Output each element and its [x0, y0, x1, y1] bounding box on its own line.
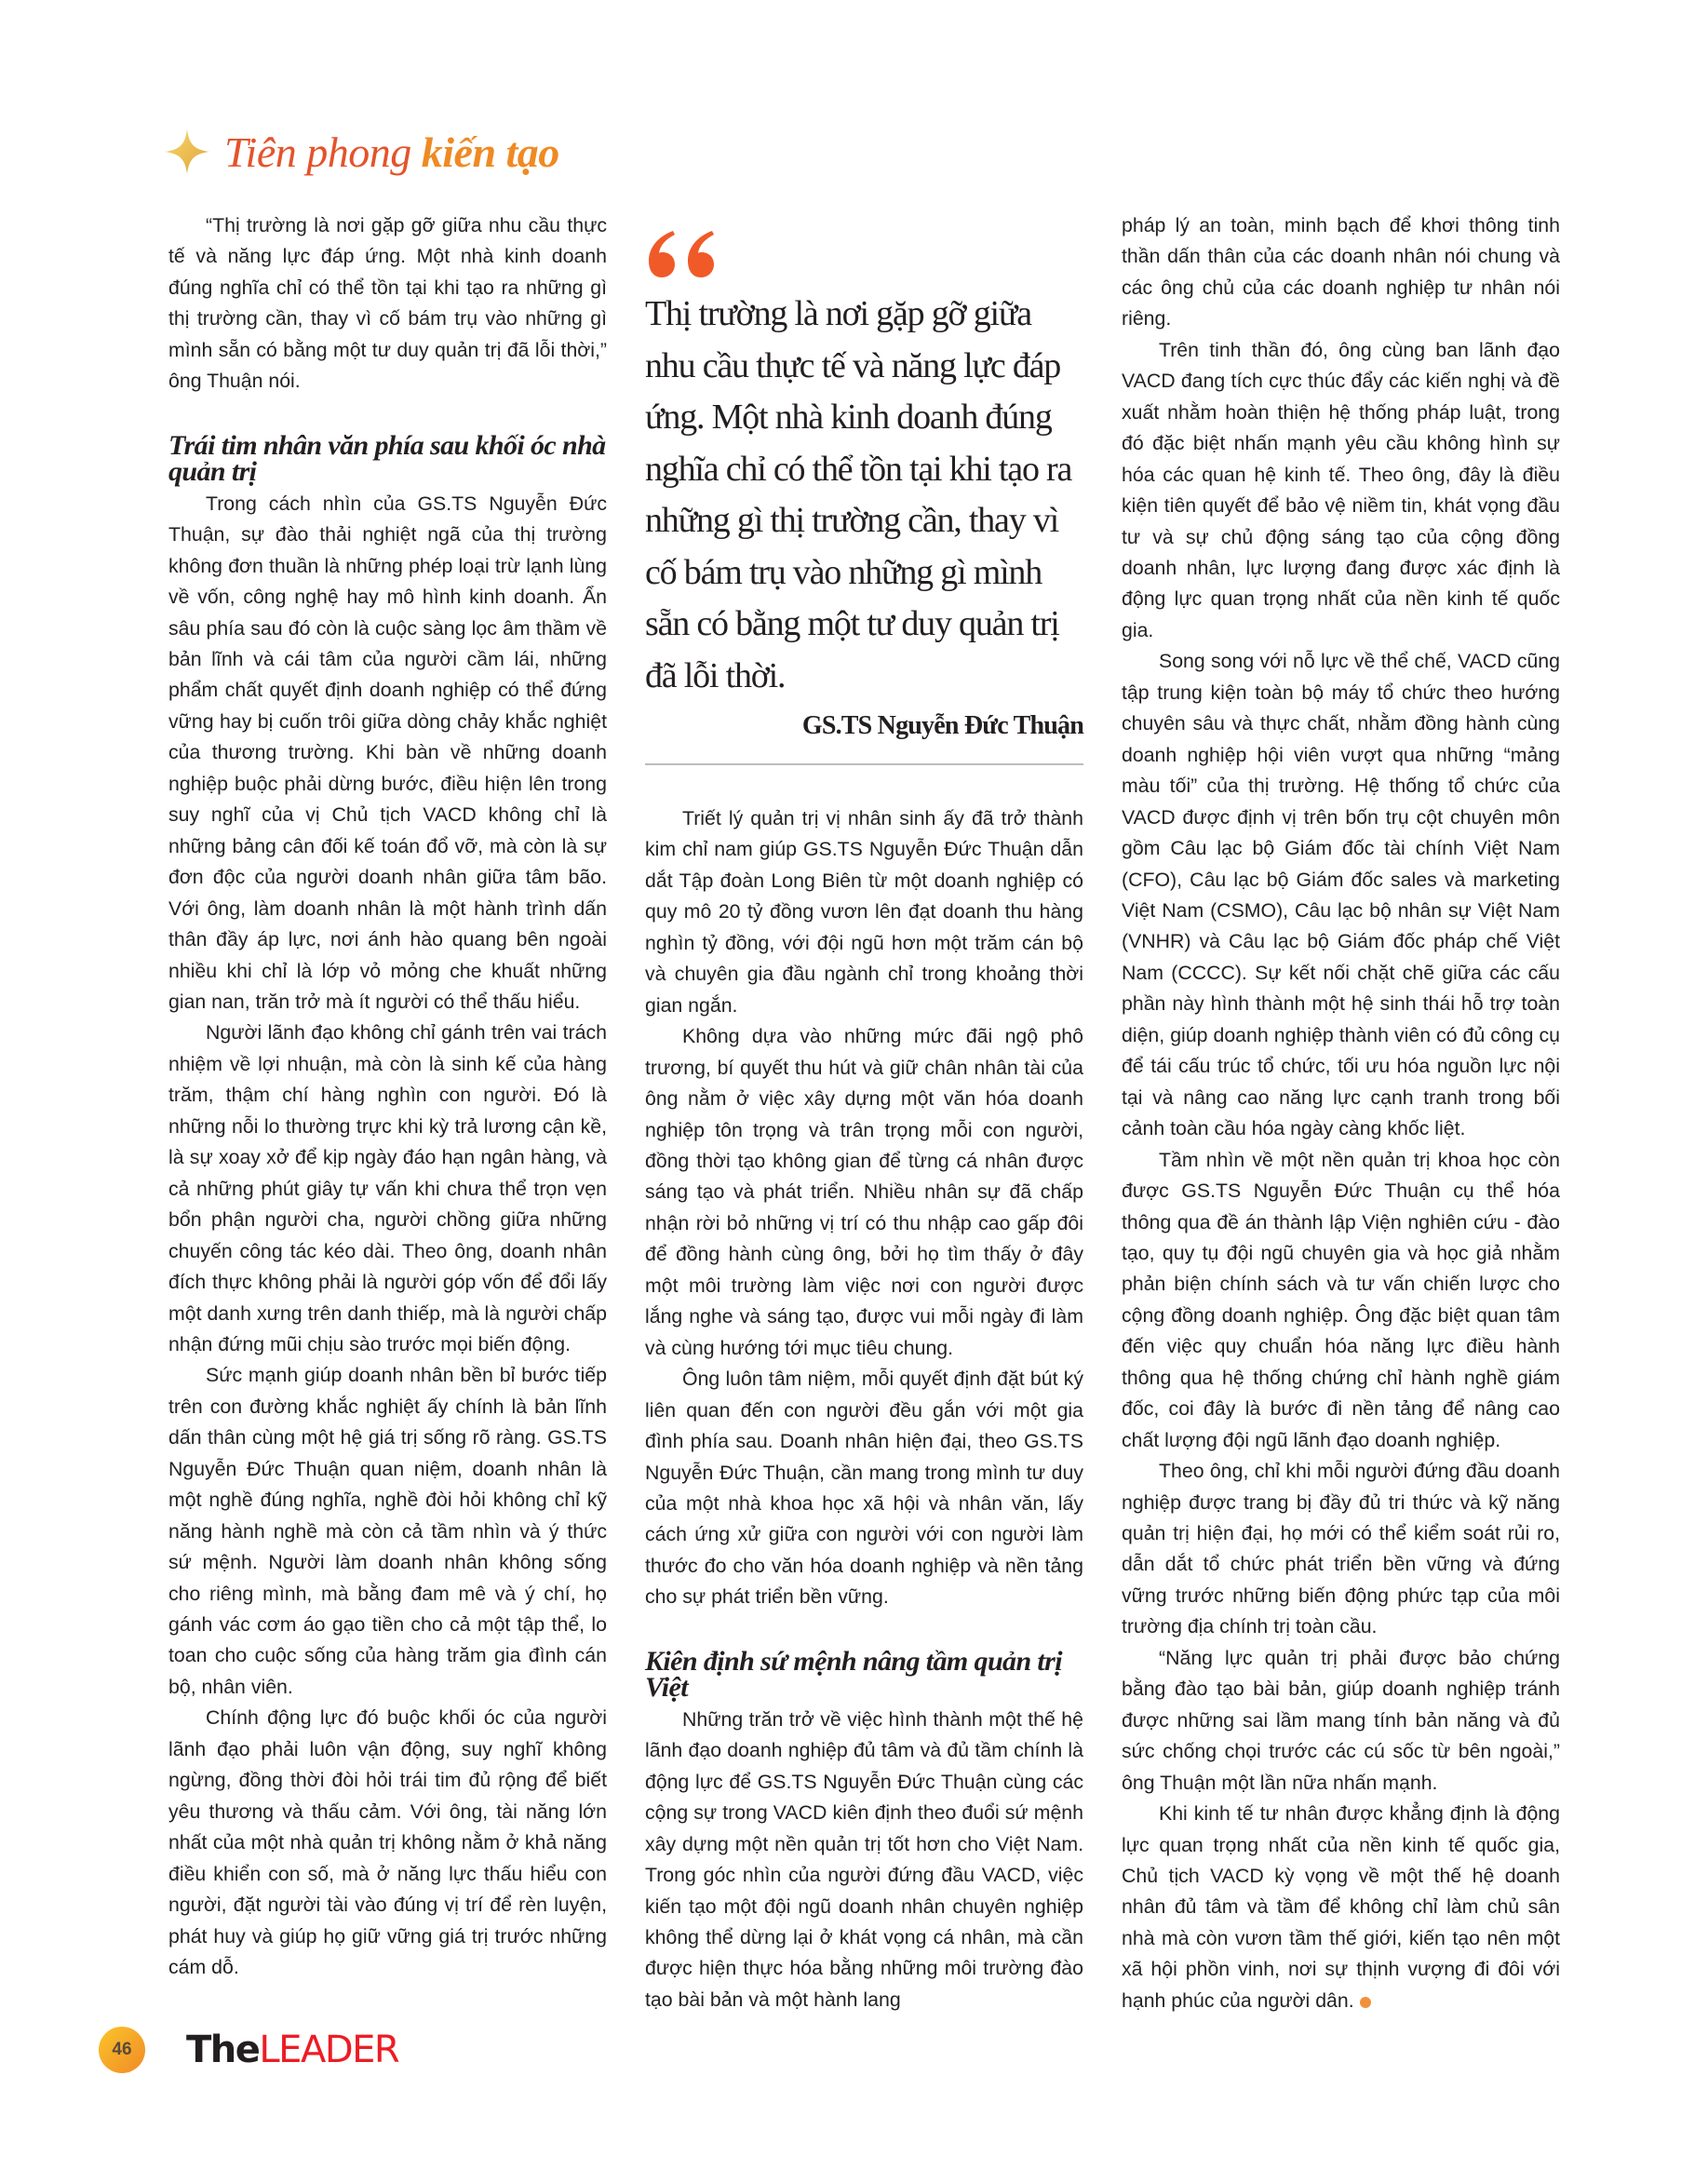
paragraph: Trong cách nhìn của GS.TS Nguyễn Đức Thuận, sự đào thải nghiệt ngã của thị trường không đơn thuần là những phép loại trừ lạnh lùng về vốn, công nghệ hay mô hình kinh doanh. Ẩn sâu phía sau đó còn là cuộc sàng lọc âm thầm về bản lĩnh và cái tâm của người cầm lái, những phẩm chất quyết định doanh nghiệp có thể đứng vững hay bị cuốn trôi giữa dòng chảy khắc nghiệt của thương trường. Khi bàn về những doanh nghiệp buộc phải dừng bước, điều hiện lên trong suy nghĩ của vị Chủ tịch VACD không chỉ là những bảng cân đối kế toán đổ vỡ, mà còn là sự đơn độc của người doanh nhân giữa tâm bão. Với ông, làm doanh nhân là một hành trình dấn thân đầy áp lực, nơi ánh hào quang bên ngoài nhiều khi chỉ là lớp vỏ mỏng che khuất những gian nan, trăn trở mà ít người có thể thấu hiểu.	[168, 492, 607, 1013]
paragraph: Người lãnh đạo không chỉ gánh trên vai trách nhiệm về lợi nhuận, mà còn là sinh kế của hàng trăm, thậm chí hàng nghìn con người. Đó là những nỗi lo thường trực khi kỳ trả lương cận kề, là sự xoay xở để kịp ngày đáo hạn ngân hàng, và cả những phút giây tự vấn khi chưa thể trọn vẹn bổn phận người cha, người chồng giữa những chuyến công tác kéo dài. Theo ông, doanh nhân đích thực không phải là người góp vốn để đổi lấy một danh xưng trên danh thiếp, mà là người chấp nhận đứng mũi chịu sào trước mọi biến động.	[168, 1021, 607, 1355]
subheading: Kiên định sứ mệnh nâng tầm quản trị Việt	[645, 1645, 1062, 1703]
paragraph: Tầm nhìn về một nền quản trị khoa học còn được GS.TS Nguyễn Đức Thuận cụ thể hóa thông qua đề án thành lập Viện nghiên cứu - đào tạo, quy tụ đội ngũ chuyên gia và học giả nhằm phản biện chính sách và tư vấn chiến lược cho cộng đồng doanh nghiệp. Ông đặc biệt quan tâm đến việc quy chuẩn hóa năng lực điều hành thông qua hệ thống chứng chỉ hành nghề giám đốc, coi đây là bước đi nền tảng để nâng cao chất lượng đội ngũ lãnh đạo doanh nghiệp.	[1122, 1148, 1560, 1451]
sparkle-star-icon	[163, 128, 211, 176]
paragraph: Không dựa vào những mức đãi ngộ phô trương, bí quyết thu hút và giữ chân nhân tài của ông nằm ở việc xây dựng một văn hóa doanh nghiệp tôn trọng và trân trọng mỗi con người, đồng thời tạo không gian để từng cá nhân được sáng tạo và phát triển. Nhiều nhân sự đã chấp nhận rời bỏ những vị trí có thu nhập cao gấp đôi để đồng hành cùng ông, bởi họ tìm thấy ở đây một môi trường làm việc nơi con người được lắng nghe và sáng tạo, được vui mỗi ngày đi làm và cùng hướng tới mục tiêu chung.	[645, 1025, 1083, 1359]
section-header	[163, 119, 559, 184]
page-number-badge	[99, 2027, 145, 2073]
paragraph: pháp lý an toàn, minh bạch để khơi thông tinh thần dấn thân của các doanh nhân nói chung và các ông chủ của các doanh nghiệp tư nhân nói riêng.	[1122, 214, 1560, 330]
paragraph: “Năng lực quản trị phải được bảo chứng bằng đào tạo bài bản, giúp doanh nghiệp tránh được những sai lầm mang tính bản năng và đủ sức chống chọi trước các cú sốc từ bên ngoài,” ông Thuận một lần nữa nhấn mạnh.	[1122, 1646, 1560, 1794]
section-title-part2: kiến tạo	[421, 128, 559, 176]
article-column-1	[168, 210, 607, 1983]
paragraph: Trên tinh thần đó, ông cùng ban lãnh đạo VACD đang tích cực thúc đẩy các kiến nghị và đề xuất nhằm hoàn thiện hệ thống pháp luật, trong đó đặc biệt nhấn mạnh yêu cầu không hình sự hóa các quan hệ kinh tế. Theo ông, đây là điều kiện tiên quyết để bảo vệ niềm tin, khát vọng đầu tư và sự chủ động sáng tạo của cộng đồng doanh nhân, lực lượng đang được xác định là động lực quan trọng nhất của nền kinh tế quốc gia.	[1122, 338, 1560, 641]
paragraph: Triết lý quản trị vị nhân sinh ấy đã trở thành kim chỉ nam giúp GS.TS Nguyễn Đức Thuận dẫn dắt Tập đoàn Long Biên từ một doanh nghiệp có quy mô 20 tỷ đồng vươn lên đạt doanh thu hàng nghìn tỷ đồng, với đội ngũ hơn một trăm cán bộ và chuyên gia đầu ngành chỉ trong khoảng thời gian ngắn.	[645, 807, 1083, 1017]
pull-quote-text: Thị trường là nơi gặp gỡ giữa nhu cầu thực tế và năng lực đáp ứng. Một nhà kinh doanh đúng nghĩa chỉ có thể tồn tại khi tạo ra những gì thị trường cần, thay vì cố bám trụ vào những gì mình sẵn có bằng một tư duy quản trị đã lỗi thời.	[645, 294, 1072, 695]
subheading: Trái tim nhân văn phía sau khối óc nhà quản trị	[168, 429, 606, 487]
end-mark-dot-icon	[1360, 1997, 1371, 2008]
article-column-2	[645, 803, 1083, 2015]
brand-leader: LEADER	[259, 2028, 399, 2071]
section-title-part1: Tiên phong	[224, 128, 411, 176]
page-footer	[99, 2027, 398, 2073]
brand-logo	[186, 2028, 398, 2071]
quote-mark-icon	[645, 225, 716, 279]
paragraph-text: Khi kinh tế tư nhân được khẳng định là động lực quan trọng nhất của nền kinh tế quốc gia, Chủ tịch VACD kỳ vọng về một thế hệ doanh nhân đủ tâm và tầm để không chỉ làm chủ sân nhà mà còn vươn tầm thế giới, kiến tạo nên một xã hội phồn vinh, nơi sự thịnh vượng đi đôi với hạnh phúc của người dân.	[1122, 1802, 1560, 2012]
article-column-3	[1122, 210, 1560, 2016]
divider	[645, 763, 1083, 765]
paragraph: Ông luôn tâm niệm, mỗi quyết định đặt bút ký liên quan đến con người đều gắn với một gia đình phía sau. Doanh nhân hiện đại, theo GS.TS Nguyễn Đức Thuận, cần mang trong mình tư duy của một nhà khoa học xã hội và nhân văn, lấy cách ứng xử giữa con người với con người làm thước đo cho văn hóa doanh nghiệp và nền tảng cho sự phát triển bền vững.	[645, 1368, 1083, 1609]
pull-quote-author: GS.TS Nguyễn Đức Thuận	[801, 711, 1083, 740]
page-number: 46	[112, 2040, 132, 2059]
paragraph: Sức mạnh giúp doanh nhân bền bỉ bước tiếp trên con đường khắc nghiệt ấy chính là bản lĩnh dấn thân cùng một hệ giá trị sống rõ ràng. GS.TS Nguyễn Đức Thuận quan niệm, doanh nhân là một nghề đúng nghĩa, nghề đòi hỏi không chỉ kỹ năng hành nghề mà còn cả tầm nhìn và ý thức sứ mệnh. Người làm doanh nhân không sống cho riêng mình, mà bằng đam mê và ý chí, họ gánh vác cơm áo gạo tiền cho cả một tập thể, lo toan cho cuộc sống của hàng trăm gia đình cán bộ, nhân viên.	[168, 1364, 607, 1698]
section-title	[224, 128, 559, 177]
paragraph: Những trăn trở về việc hình thành một thế hệ lãnh đạo doanh nghiệp đủ tâm và đủ tầm chính là động lực để GS.TS Nguyễn Đức Thuận cùng các cộng sự trong VACD kiên định theo đuổi sứ mệnh xây dựng một nền quản trị tốt hơn cho Việt Nam. Trong góc nhìn của người đứng đầu VACD, việc kiến tạo một đội ngũ doanh nhân chuyên nghiệp không thể dừng lại ở khát vọng cá nhân, mà cần được hiện thực hóa bằng những môi trường đào tạo bài bản và một hành lang	[645, 1707, 1083, 2011]
paragraph: Theo ông, chỉ khi mỗi người đứng đầu doanh nghiệp được trang bị đầy đủ tri thức và kỹ năng quản trị hiện đại, họ mới có thể kiểm soát rủi ro, dẫn dắt tổ chức phát triển bền vững và đứng vững trước những biến động phức tạp của môi trường địa chính trị toàn cầu.	[1122, 1460, 1560, 1638]
paragraph: Song song với nỗ lực về thể chế, VACD cũng tập trung kiện toàn bộ máy tổ chức theo hướng chuyên sâu và thực chất, nhằm đồng hành cùng doanh nghiệp hội viên vượt qua những “mảng màu tối” của thị trường. Hệ thống tổ chức của VACD được định vị trên bốn trụ cột chuyên môn gồm Câu lạc bộ Giám đốc tài chính Việt Nam (CFO), Câu lạc bộ Giám đốc sales và marketing Việt Nam (CSMO), Câu lạc bộ nhân sự Việt Nam (VNHR) và Câu lạc bộ Giám đốc pháp chế Việt Nam (CCCC). Sự kết nối chặt chẽ giữa các cấu phần này hình thành một hệ sinh thái hỗ trợ toàn diện, giúp doanh nghiệp thành viên có đủ công cụ để tái cấu trúc tổ chức, tối ưu hóa nguồn lực nội tại và nâng cao năng lực cạnh tranh trong bối cảnh toàn cầu hóa ngày càng khốc liệt.	[1122, 650, 1560, 1140]
brand-the: The	[186, 2028, 260, 2071]
pull-quote	[645, 216, 1083, 765]
paragraph: Chính động lực đó buộc khối óc của người lãnh đạo phải luôn vận động, suy nghĩ không ngừng, đồng thời đòi hỏi trái tim đủ rộng để biết yêu thương và thấu cảm. Với ông, tài năng lớn nhất của một nhà quản trị không nằm ở khả năng điều khiển con số, mà ở năng lực thấu hiểu con người, đặt người tài vào đúng vị trí để rèn luyện, phát huy và giúp họ giữ vững giá trị trước những cám dỗ.	[168, 1706, 607, 1979]
paragraph: “Thị trường là nơi gặp gỡ giữa nhu cầu thực tế và năng lực đáp ứng. Một nhà kinh doanh đúng nghĩa chỉ có thể tồn tại khi tạo ra những gì thị trường cần, thay vì cố bám trụ vào những gì mình sẵn có bằng một tư duy quản trị đã lỗi thời,” ông Thuận nói.	[168, 214, 607, 393]
paragraph-final	[1122, 1799, 1560, 2016]
